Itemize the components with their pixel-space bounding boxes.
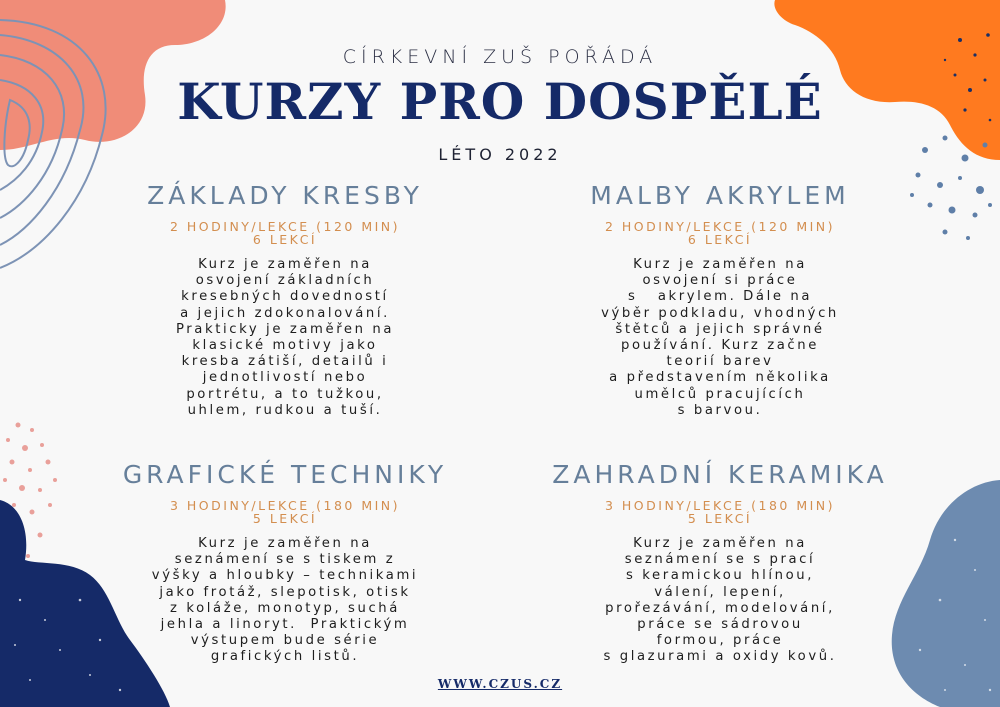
description-line: a představením několika [609, 370, 831, 386]
description-line: prořezávání, modelování, [605, 600, 835, 616]
header-kicker: CÍRKEVNÍ ZUŠ POŘÁDÁ [342, 46, 658, 68]
description-line: výstupem bude série [190, 633, 380, 649]
season-label: LÉTO 2022 [438, 145, 562, 164]
description-line: práce se sádrovou [637, 617, 803, 633]
description-line: a jejich zdokonalování. [180, 305, 390, 321]
description-line: jednotlivostí nebo [202, 370, 368, 386]
course-duration: 3 HODINY/LEKCE (180 MIN) [169, 498, 401, 513]
course-lessons: 6 LEKCÍ [687, 232, 753, 247]
description-line: s keramickou hlínou, [625, 568, 815, 584]
course-meta [70, 499, 500, 525]
description-line: portrétu, a to tužkou, [186, 386, 384, 402]
course-lessons: 5 LEKCÍ [687, 511, 753, 526]
course-duration: 2 HODINY/LEKCE (120 MIN) [169, 219, 401, 234]
description-line: výšky a hloubky – technikami [151, 568, 419, 584]
description-line: s glazurami a oxidy kovů. [603, 649, 837, 665]
course-description [70, 257, 500, 419]
description-line: kresebných dovedností [181, 289, 389, 305]
description-line: umělců pracujících [634, 386, 806, 402]
description-line: klasické motivy jako [192, 338, 378, 354]
course-zahradni-keramika [505, 460, 935, 666]
course-description [505, 536, 935, 666]
description-line: Kurz je zaměřen na [198, 257, 372, 272]
description-line: Kurz je zaměřen na [633, 536, 807, 551]
course-duration: 3 HODINY/LEKCE (180 MIN) [604, 498, 836, 513]
description-line: osvojení základních [195, 273, 375, 289]
course-title: MALBY AKRYLEM [590, 181, 850, 210]
description-line: z koláže, monotyp, suchá [170, 600, 400, 616]
description-line: Kurz je zaměřen na [198, 536, 372, 551]
course-zaklady-kresby [70, 181, 500, 419]
course-graficke-techniky [70, 460, 500, 666]
course-lessons: 5 LEKCÍ [252, 511, 318, 526]
course-malby-akrylem [505, 181, 935, 419]
description-line: uhlem, rudkou a tuší. [187, 402, 383, 418]
description-line: jako frotáž, slepotisk, otisk [159, 584, 411, 600]
description-line: válení, lepení, [654, 584, 786, 600]
description-line: jehla a linoryt. Praktickým [160, 617, 410, 633]
course-title: ZAHRADNÍ KERAMIKA [552, 460, 888, 489]
description-line: seznámení se s tiskem z [174, 552, 396, 568]
description-line: používání. Kurz začne [621, 338, 819, 354]
description-line: kresba zátiší, detailů i [181, 354, 389, 370]
page-title: KURZY PRO DOSPĚLÉ [177, 72, 823, 131]
description-line: formou, práce [656, 633, 784, 649]
description-line: teorií barev [666, 354, 774, 370]
course-description [505, 257, 935, 419]
description-line: seznámení se s prací [624, 552, 816, 568]
course-lessons: 6 LEKCÍ [252, 232, 318, 247]
description-line: štětců a jejich správné [615, 321, 825, 337]
description-line: Kurz je zaměřen na [633, 257, 807, 272]
course-title: GRAFICKÉ TECHNIKY [122, 460, 448, 489]
description-line: osvojení si práce [642, 273, 798, 289]
course-description [70, 536, 500, 666]
course-meta [505, 499, 935, 525]
description-line: grafických listů. [210, 649, 360, 665]
website-link[interactable]: WWW.CZUS.CZ [437, 677, 563, 691]
description-line: výběr podkladu, vhodných [601, 305, 839, 321]
description-line: s barvou. [677, 402, 763, 418]
description-line: s akrylem. Dále na [627, 289, 813, 305]
course-duration: 2 HODINY/LEKCE (120 MIN) [604, 219, 836, 234]
course-meta [505, 220, 935, 246]
course-meta [70, 220, 500, 246]
description-line: Prakticky je zaměřen na [175, 321, 395, 337]
course-title: ZÁKLADY KRESBY [147, 181, 423, 210]
